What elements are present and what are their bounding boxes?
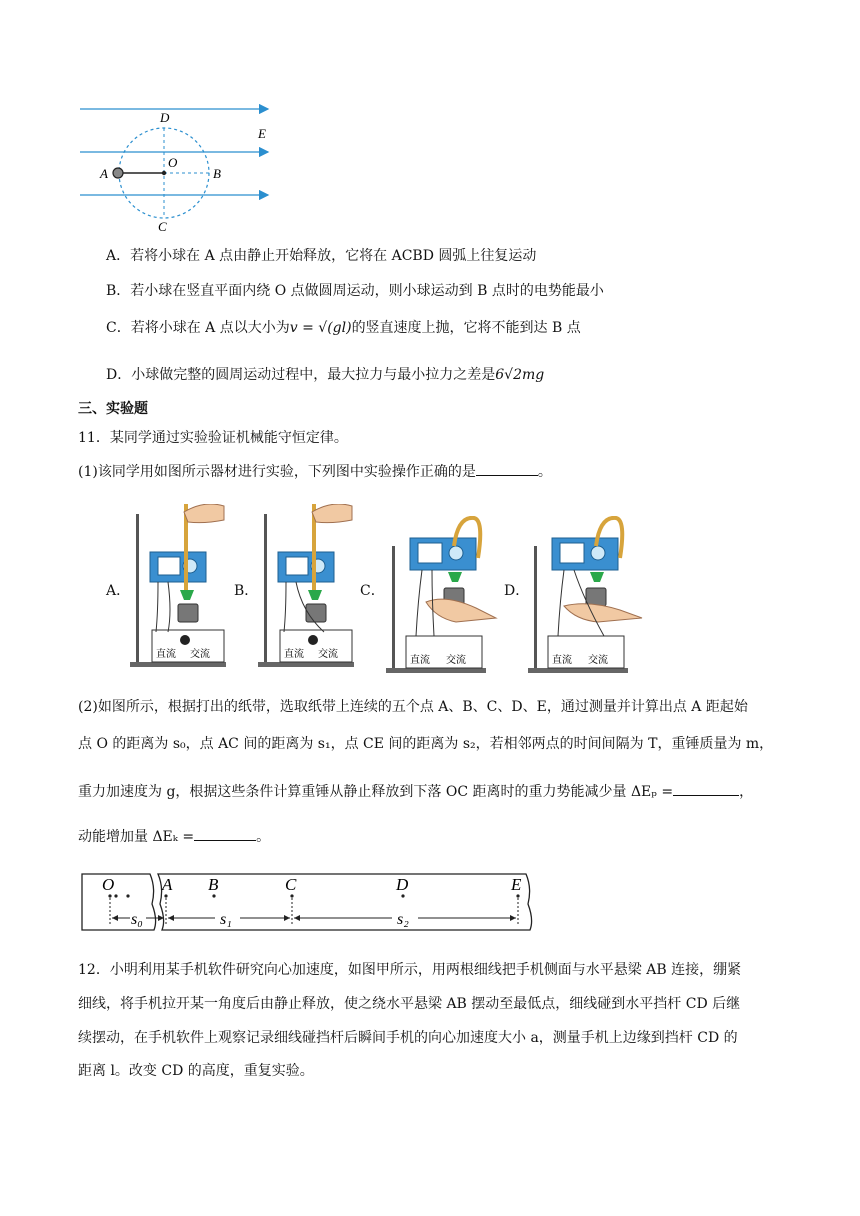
pivot-o bbox=[162, 171, 166, 175]
q12-line4: 距离 l。改变 CD 的高度，重复实验。 bbox=[78, 1063, 314, 1079]
punct: ， bbox=[739, 784, 754, 800]
apparatus-label: D． bbox=[504, 583, 530, 599]
segment-s2: s₂ bbox=[397, 911, 409, 928]
punct: 。 bbox=[256, 829, 271, 845]
segment-s1: s₁ bbox=[220, 911, 232, 928]
option-b bbox=[106, 281, 604, 301]
field-circle-figure bbox=[78, 100, 278, 240]
q12-line2: 细线，将手机拉开某一角度后由静止释放，使之绕水平悬梁 AB 摆动至最低点，细线碰到水平挡杆 CD 后继 bbox=[78, 996, 741, 1012]
svg-text:交流: 交流 bbox=[588, 655, 608, 666]
tape-point-d: D bbox=[396, 875, 409, 894]
option-formula: 6√2mg bbox=[495, 367, 545, 383]
option-text: 若将小球在 A 点由静止开始释放，它将在 ACBD 圆弧上往复运动 bbox=[130, 248, 537, 264]
option-a bbox=[106, 246, 536, 266]
option-text: 的竖直速度上抛，它将不能到达 B 点 bbox=[351, 320, 581, 336]
answer-blank[interactable] bbox=[194, 826, 256, 841]
option-letter: C． bbox=[106, 320, 131, 336]
apparatus-label: C． bbox=[360, 583, 385, 599]
option-c bbox=[106, 318, 581, 338]
option-letter: D． bbox=[106, 367, 132, 383]
tape-point-c: C bbox=[285, 875, 297, 894]
paper-tape-figure bbox=[80, 868, 540, 936]
option-text: 小球做完整的圆周运动过程中，最大拉力与最小拉力之差是 bbox=[131, 367, 496, 383]
q11-part1-text: (1)该同学用如图所示器材进行实验，下列图中实验操作正确的是 bbox=[78, 464, 476, 480]
tape-point-b: B bbox=[208, 875, 219, 894]
answer-blank[interactable] bbox=[673, 781, 739, 796]
q12-line1: 12．小明利用某手机软件研究向心加速度，如图甲所示，用两根细线把手机侧面与水平悬梁 AB 连接，绷紧 bbox=[78, 962, 742, 978]
svg-text:交流: 交流 bbox=[446, 655, 466, 666]
q11-part2-line4 bbox=[78, 826, 270, 847]
label-e: E bbox=[258, 126, 266, 141]
option-text: 若将小球在 A 点以大小为 bbox=[130, 320, 290, 336]
q12-line3: 续摆动，在手机软件上观察记录细线碰挡杆后瞬间手机的向心加速度大小 a，测量手机上边缘到挡杆 CD 的 bbox=[78, 1030, 738, 1046]
svg-text:直流: 直流 bbox=[552, 655, 572, 666]
apparatus-a-figure bbox=[128, 504, 228, 670]
punct: 。 bbox=[537, 464, 552, 480]
section-title: 三、实验题 bbox=[78, 401, 148, 417]
line-text: 重力加速度为 g，根据这些条件计算重锤从静止释放到下落 OC 距离时的重力势能减少量 ΔEₚ = bbox=[78, 784, 674, 800]
q11-stem: 11．某同学通过实验验证机械能守恒定律。 bbox=[78, 430, 348, 446]
q11-part2-line1: (2)如图所示，根据打出的纸带，选取纸带上连续的五个点 A、B、C、D、E，通过测量并计算出点 A 距起始 bbox=[78, 699, 748, 715]
option-letter: B． bbox=[106, 283, 131, 299]
segment-s0: s₀ bbox=[131, 911, 143, 928]
q11-part2-line2: 点 O 的距离为 s₀，点 AC 间的距离为 s₁，点 CE 间的距离为 s₂，若相邻两点的时间间隔为 T，重锤质量为 m， bbox=[78, 736, 774, 752]
apparatus-row bbox=[104, 496, 754, 686]
option-formula: v = √(gl) bbox=[289, 320, 352, 336]
svg-text:直流: 直流 bbox=[156, 649, 176, 660]
answer-blank[interactable] bbox=[476, 461, 538, 476]
option-d bbox=[106, 365, 544, 385]
option-text: 若小球在竖直平面内绕 O 点做圆周运动，则小球运动到 B 点时的电势能最小 bbox=[130, 283, 604, 299]
svg-text:直流: 直流 bbox=[284, 649, 304, 660]
label-b: B bbox=[213, 166, 221, 181]
tape-point-o: O bbox=[102, 875, 115, 894]
ball-icon bbox=[113, 168, 123, 178]
label-c: C bbox=[158, 219, 167, 234]
svg-text:交流: 交流 bbox=[190, 649, 210, 660]
q11-part2-line3 bbox=[78, 781, 753, 802]
svg-text:交流: 交流 bbox=[318, 649, 338, 660]
label-a: A bbox=[100, 166, 108, 181]
label-o: O bbox=[168, 155, 178, 170]
svg-text:直流: 直流 bbox=[410, 655, 430, 666]
apparatus-label: B． bbox=[234, 583, 259, 599]
apparatus-b-figure bbox=[256, 504, 356, 670]
tape-point-e: E bbox=[511, 875, 522, 894]
apparatus-c-figure bbox=[386, 516, 506, 676]
apparatus-d-figure bbox=[528, 516, 648, 676]
label-d: D bbox=[160, 110, 170, 125]
line-text: 动能增加量 ΔEₖ = bbox=[78, 829, 195, 845]
option-letter: A． bbox=[106, 248, 131, 264]
apparatus-label: A． bbox=[106, 583, 131, 599]
tape-point-a: A bbox=[162, 875, 173, 894]
q11-part1 bbox=[78, 461, 552, 482]
